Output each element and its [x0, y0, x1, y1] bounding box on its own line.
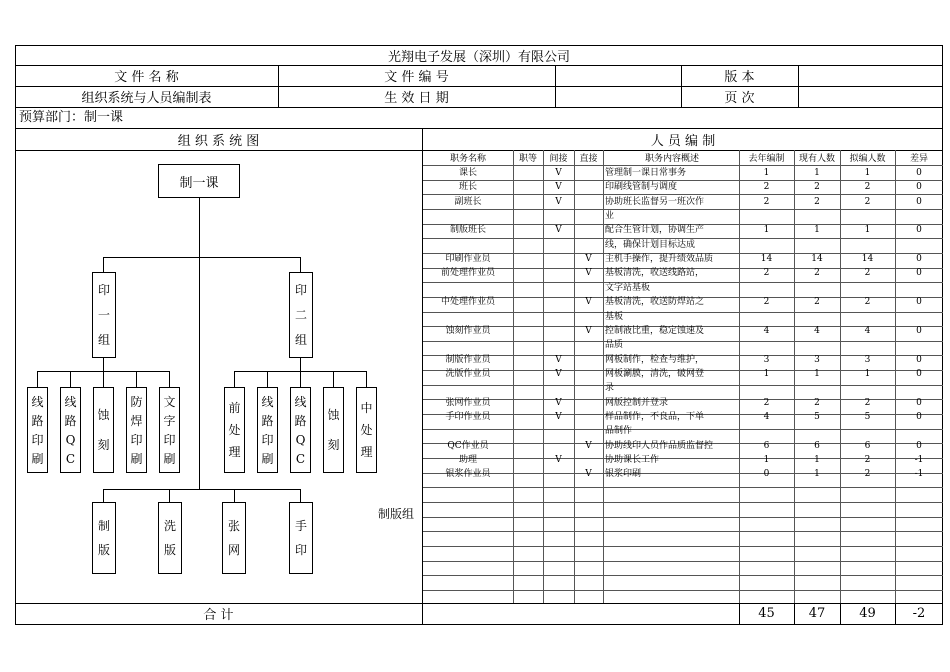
current-count: 5	[814, 411, 820, 422]
last-year-count: 1	[763, 225, 770, 236]
duty-level	[513, 424, 543, 438]
indirect-mark	[543, 381, 574, 395]
direct-mark	[574, 166, 603, 180]
total-diff: -2	[912, 606, 926, 621]
current-count	[794, 338, 840, 352]
org-bottom-node: 制 版	[92, 502, 116, 574]
col-duty-header: 职等	[518, 154, 537, 164]
last-year-count: 2	[763, 196, 770, 207]
org-chart-title: 组 织 系 统 图	[177, 133, 260, 149]
org-group-2	[289, 272, 313, 358]
direct-mark	[574, 310, 603, 324]
diff-count: 0	[916, 354, 922, 365]
job-title: 制版作业员	[445, 354, 491, 365]
diff-count	[895, 281, 943, 295]
planned-count: 4	[864, 325, 871, 336]
job-description: 基板清洗，收送线路站，	[605, 268, 705, 279]
duty-level	[513, 310, 543, 324]
org-bottom-node: 手 印	[289, 502, 313, 574]
last-year-count: 3	[763, 354, 770, 365]
staffing-title: 人 员 编 制	[650, 133, 716, 149]
indirect-mark: V	[555, 182, 562, 193]
duty-level	[513, 396, 543, 410]
current-count	[794, 424, 840, 438]
job-description: 样品制作，不良品，下单	[605, 411, 705, 422]
current-count: 1	[814, 168, 820, 178]
job-description: 配合生管计划，协调生产	[605, 225, 705, 236]
last-year-count: 1	[763, 168, 770, 178]
last-year-count: 1	[763, 455, 770, 465]
planned-count: 2	[864, 268, 871, 279]
job-description: 协助线印人员作品质监督控	[605, 440, 714, 451]
planned-count: 6	[864, 440, 871, 451]
planned-count: 2	[864, 469, 871, 480]
diff-count: 0	[916, 325, 922, 336]
duty-level	[513, 209, 543, 223]
job-description: 协助课长工作	[605, 455, 660, 465]
company-name: 光翔电子发展（深圳）有限公司	[387, 49, 570, 65]
direct-mark	[574, 353, 603, 367]
last-year-count: 2	[763, 397, 770, 408]
current-count	[794, 310, 840, 324]
planned-count: 3	[864, 354, 871, 365]
job-title: 课长	[458, 168, 477, 178]
diff-count: -1	[914, 469, 924, 480]
job-title: QC作业员	[447, 440, 489, 451]
org-bottom-node: 洗 版	[158, 502, 182, 574]
planned-count	[840, 209, 895, 223]
indirect-mark	[543, 424, 574, 438]
direct-mark	[574, 381, 603, 395]
diff-count: 0	[916, 297, 922, 308]
job-title: 张网作业员	[445, 397, 491, 408]
effective-date-label: 生 效 日 期	[384, 91, 449, 106]
job-title: 中处理作业员	[440, 297, 495, 308]
diff-count	[895, 381, 943, 395]
last-year-count	[739, 381, 794, 395]
direct-mark	[574, 195, 603, 209]
duty-level	[513, 381, 543, 395]
current-count: 1	[814, 225, 820, 236]
table-row	[423, 180, 943, 194]
table-row	[423, 266, 943, 280]
indirect-mark	[543, 281, 574, 295]
job-title: 副班长	[454, 196, 482, 207]
col-diff-header: 差异	[909, 154, 928, 164]
org-g1-node: 蚀 刻	[93, 387, 114, 473]
last-year-count	[739, 338, 794, 352]
table-row	[423, 396, 943, 410]
indirect-mark	[543, 439, 574, 453]
doc-name-label: 文 件 名 称	[114, 70, 179, 85]
org-g1-node: 线 路 Q C	[60, 387, 81, 473]
current-count	[794, 238, 840, 252]
job-title: 前处理作业员	[440, 268, 495, 279]
planned-count: 1	[864, 168, 871, 178]
duty-level	[513, 195, 543, 209]
direct-mark	[574, 281, 603, 295]
direct-mark: V	[585, 325, 592, 336]
table-row	[423, 209, 943, 223]
current-count: 2	[814, 182, 820, 193]
table-row	[423, 467, 943, 481]
diff-count	[895, 238, 943, 252]
last-year-count	[739, 281, 794, 295]
current-count: 2	[814, 268, 820, 279]
diff-count	[895, 424, 943, 438]
planned-count: 2	[864, 297, 871, 308]
job-description: 银浆印刷	[605, 469, 642, 480]
org-g2-node: 线 路 印 刷	[257, 387, 278, 473]
duty-level	[513, 353, 543, 367]
direct-mark: V	[585, 268, 592, 279]
doc-no-label: 文 件 编 号	[384, 70, 449, 85]
direct-mark	[574, 410, 603, 424]
table-header-row	[423, 152, 943, 166]
indirect-mark	[543, 252, 574, 266]
org-g2-node: 中 处 理	[356, 387, 377, 473]
indirect-mark: V	[555, 455, 562, 465]
last-year-count: 2	[763, 297, 770, 308]
planned-count: 14	[861, 254, 874, 265]
last-year-count: 14	[760, 254, 773, 265]
indirect-mark	[543, 238, 574, 252]
duty-level	[513, 295, 543, 309]
indirect-mark	[543, 295, 574, 309]
indirect-mark: V	[555, 397, 562, 408]
current-count: 2	[814, 397, 820, 408]
job-description: 品质	[605, 340, 624, 351]
job-description: 控制液比重，稳定蚀速及	[605, 325, 705, 336]
table-row	[423, 453, 943, 467]
table-row	[423, 338, 943, 352]
org-group-1	[92, 272, 116, 358]
duty-level	[513, 467, 543, 481]
duty-level	[513, 410, 543, 424]
job-title: 手印作业员	[445, 411, 491, 422]
table-row	[423, 381, 943, 395]
job-title	[423, 424, 513, 438]
table-row	[423, 324, 943, 338]
indirect-mark: V	[555, 196, 562, 207]
diff-count	[895, 338, 943, 352]
col-direct-header: 直接	[579, 154, 598, 164]
col-indirect-header: 间接	[549, 154, 568, 164]
table-row	[423, 353, 943, 367]
job-description: 协助班长监督另一班次作	[605, 196, 705, 207]
planned-count: 2	[864, 397, 871, 408]
diff-count: 0	[916, 168, 922, 178]
job-title: 印刷作业员	[445, 254, 491, 265]
direct-mark: V	[585, 469, 592, 480]
job-description: 网板涮膜，清洗，破网登	[605, 368, 705, 379]
table-row	[423, 166, 943, 180]
indirect-mark	[543, 209, 574, 223]
direct-mark	[574, 396, 603, 410]
table-row	[423, 223, 943, 237]
direct-mark	[574, 424, 603, 438]
job-description: 网板制作，检查与维护，	[605, 354, 705, 365]
job-title	[423, 381, 513, 395]
org-g2-node: 蚀 刻	[323, 387, 344, 473]
diff-count: 0	[916, 196, 922, 207]
job-description: 基板	[605, 311, 624, 322]
current-count: 14	[811, 254, 823, 265]
org-g1-node: 线 路 印 刷	[27, 387, 48, 473]
indirect-mark: V	[555, 354, 562, 365]
current-count	[794, 381, 840, 395]
diff-count: 0	[916, 397, 922, 408]
table-row	[423, 367, 943, 381]
table-row	[423, 195, 943, 209]
duty-level	[513, 252, 543, 266]
col-last-year-header: 去年编制	[748, 154, 785, 164]
planned-count	[840, 338, 895, 352]
job-title	[423, 338, 513, 352]
last-year-count: 4	[763, 411, 770, 422]
indirect-mark	[543, 324, 574, 338]
diff-count: 0	[916, 254, 922, 265]
current-count: 6	[814, 440, 820, 451]
planned-count: 1	[864, 368, 871, 379]
duty-level	[513, 367, 543, 381]
table-row	[423, 439, 943, 453]
planned-count: 2	[864, 196, 871, 207]
duty-level	[513, 238, 543, 252]
job-title: 班长	[458, 182, 477, 193]
last-year-count: 2	[763, 182, 770, 193]
table-row	[423, 252, 943, 266]
planned-count: 2	[864, 182, 871, 193]
plate-group-label: 制版组	[378, 507, 415, 521]
current-count: 2	[814, 297, 820, 308]
current-count	[794, 281, 840, 295]
last-year-count: 4	[763, 325, 770, 336]
diff-count: 0	[916, 368, 922, 379]
indirect-mark	[543, 338, 574, 352]
table-row	[423, 424, 943, 438]
indirect-mark: V	[555, 368, 562, 379]
planned-count: 5	[864, 411, 871, 422]
version-label: 版 本	[724, 70, 755, 85]
org-root-label: 制一课	[179, 175, 219, 191]
duty-level	[513, 324, 543, 338]
indirect-mark	[543, 310, 574, 324]
org-g1-node: 文 字 印 刷	[159, 387, 180, 473]
table-row	[423, 281, 943, 295]
planned-count: 2	[864, 455, 871, 465]
last-year-count: 1	[763, 368, 770, 379]
current-count: 2	[814, 196, 820, 207]
last-year-count	[739, 424, 794, 438]
direct-mark: V	[585, 440, 592, 451]
table-row	[423, 238, 943, 252]
job-description: 主机手操作，提升绩效品质	[605, 254, 714, 265]
indirect-mark: V	[555, 411, 562, 422]
duty-level	[513, 166, 543, 180]
table-row	[423, 295, 943, 309]
diff-count: 0	[916, 225, 922, 236]
indirect-mark	[543, 467, 574, 481]
col-current-header: 现有人数	[798, 154, 835, 164]
org-g2-node: 前 处 理	[224, 387, 245, 473]
col-desc-header: 职务内容概述	[644, 154, 699, 164]
table-row	[423, 310, 943, 324]
job-title: 助理	[458, 455, 477, 465]
direct-mark	[574, 338, 603, 352]
duty-level	[513, 439, 543, 453]
direct-mark	[574, 453, 603, 467]
last-year-count: 2	[763, 268, 770, 279]
job-title: 洗版作业员	[445, 368, 491, 379]
planned-count	[840, 310, 895, 324]
job-title: 银浆作业员	[445, 469, 491, 480]
job-title	[423, 209, 513, 223]
col-title-header: 职务名称	[449, 154, 486, 164]
diff-count: -1	[914, 455, 924, 465]
current-count: 1	[814, 455, 820, 465]
duty-level	[513, 453, 543, 467]
direct-mark	[574, 367, 603, 381]
duty-level	[513, 281, 543, 295]
last-year-count	[739, 209, 794, 223]
total-last-year: 45	[758, 606, 775, 621]
org-group-2-label: 印 二 组	[294, 282, 307, 348]
planned-count	[840, 281, 895, 295]
indirect-mark: V	[555, 225, 562, 236]
org-root	[158, 164, 240, 198]
job-title: 制版班长	[449, 225, 486, 236]
col-planned-header: 拟编人数	[849, 154, 886, 164]
budget-dept: 预算部门：制一课	[19, 110, 124, 125]
planned-count	[840, 238, 895, 252]
direct-mark: V	[585, 297, 592, 308]
job-title: 蚀刻作业员	[445, 325, 491, 336]
direct-mark	[574, 180, 603, 194]
indirect-mark: V	[555, 168, 562, 178]
planned-count	[840, 381, 895, 395]
direct-mark	[574, 238, 603, 252]
org-g1-node: 防 焊 印 刷	[126, 387, 147, 473]
diff-count	[895, 209, 943, 223]
job-title	[423, 238, 513, 252]
current-count: 3	[814, 354, 820, 365]
last-year-count: 0	[763, 469, 770, 480]
diff-count: 0	[916, 268, 922, 279]
direct-mark	[574, 223, 603, 237]
org-g2-node: 线 路 Q C	[290, 387, 311, 473]
duty-level	[513, 223, 543, 237]
last-year-count: 6	[763, 440, 770, 451]
job-title	[423, 310, 513, 324]
diff-count: 0	[916, 182, 922, 193]
direct-mark: V	[585, 254, 592, 265]
planned-count: 1	[864, 225, 871, 236]
duty-level	[513, 266, 543, 280]
page-label: 页 次	[724, 91, 755, 106]
last-year-count	[739, 310, 794, 324]
job-description: 品制作	[605, 426, 633, 437]
duty-level	[513, 180, 543, 194]
indirect-mark	[543, 266, 574, 280]
job-description: 业	[605, 211, 615, 222]
org-group-1-label: 印 一 组	[97, 282, 110, 348]
job-description: 印刷线管制与调度	[605, 182, 678, 193]
job-description: 录	[605, 383, 615, 394]
diff-count: 0	[916, 411, 922, 422]
total-label: 合 计	[203, 608, 234, 623]
current-count	[794, 209, 840, 223]
total-current: 47	[808, 606, 826, 621]
diff-count	[895, 310, 943, 324]
current-count: 4	[814, 325, 820, 336]
planned-count	[840, 424, 895, 438]
duty-level	[513, 338, 543, 352]
job-description: 文字站基板	[605, 282, 651, 293]
current-count: 1	[814, 469, 820, 480]
job-description: 管理制一课日常事务	[605, 168, 687, 178]
last-year-count	[739, 238, 794, 252]
job-title	[423, 281, 513, 295]
table-row	[423, 410, 943, 424]
direct-mark	[574, 209, 603, 223]
current-count: 1	[814, 368, 820, 379]
job-description: 网版控制并登录	[605, 397, 669, 408]
job-description: 线，确保计划目标达成	[605, 239, 696, 250]
doc-name-value: 组织系统与人员编制表	[81, 91, 212, 106]
total-planned: 49	[859, 606, 876, 621]
diff-count: 0	[916, 440, 922, 451]
org-bottom-node: 张 网	[222, 502, 246, 574]
job-description: 基板清洗，收送防焊站之	[605, 297, 705, 308]
